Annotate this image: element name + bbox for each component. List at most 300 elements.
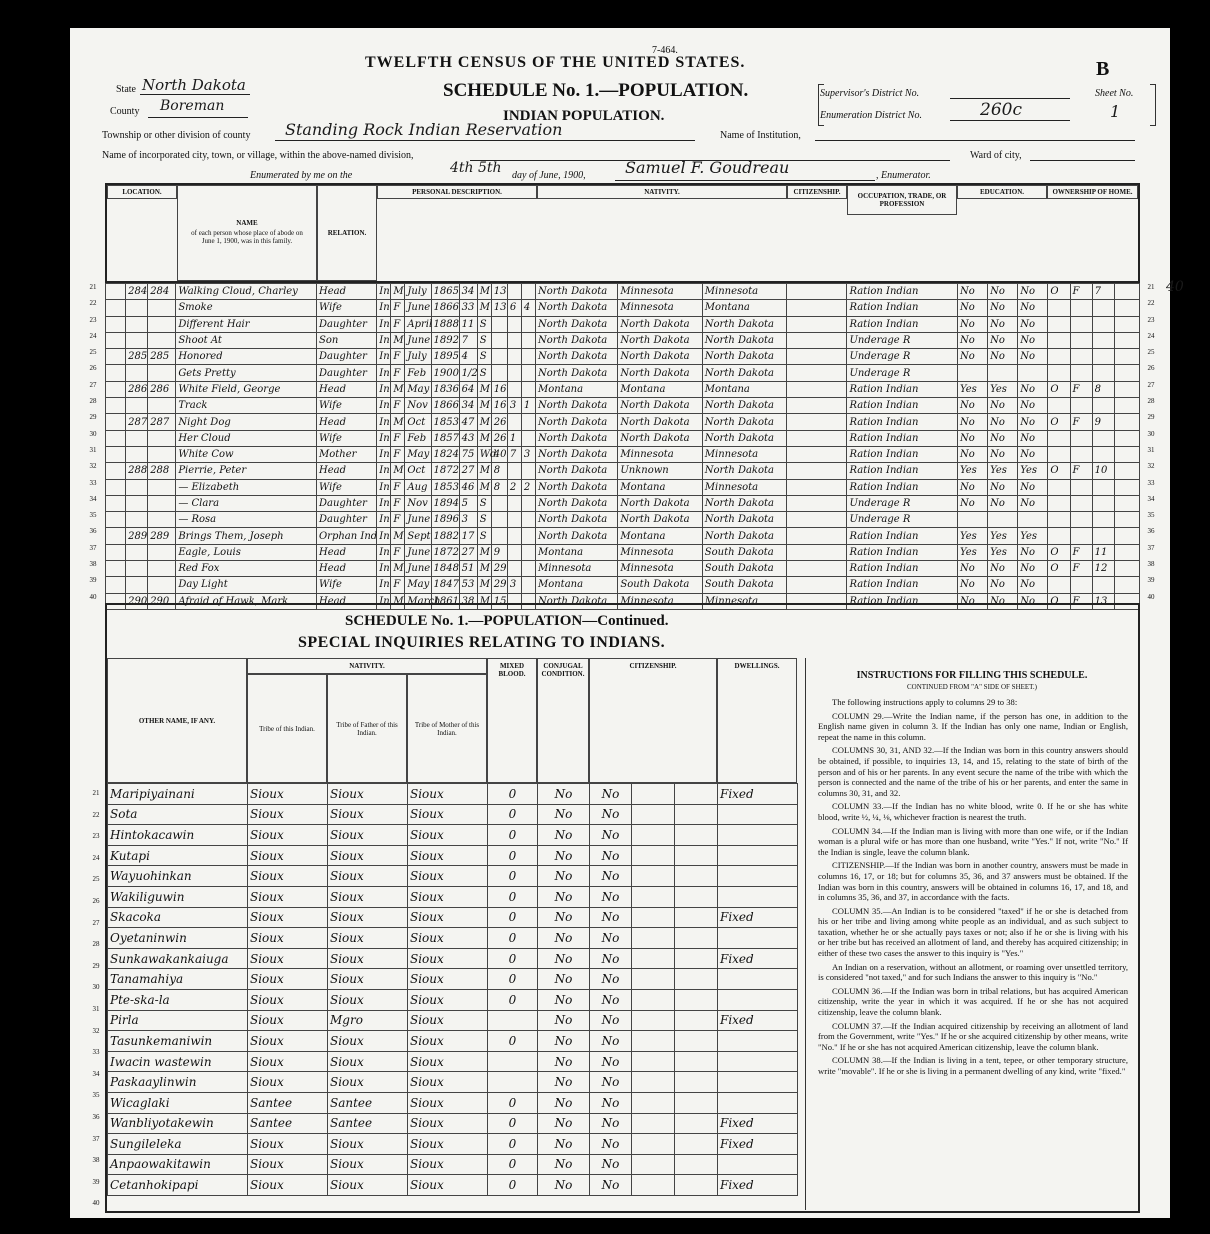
cell-mot xyxy=(507,349,521,365)
cell-rel: Daughter xyxy=(316,495,376,511)
cell-name: — Rosa xyxy=(176,512,317,528)
cell-age: 34 xyxy=(459,284,477,300)
cell-pob: North Dakota xyxy=(535,300,617,316)
cell-age: 27 xyxy=(459,463,477,479)
cell-tx: No xyxy=(590,969,632,990)
cell-pob: North Dakota xyxy=(535,479,617,495)
cell-name: Eagle, Louis xyxy=(176,544,317,560)
cell-pobm: Minnesota xyxy=(702,593,786,609)
cell-dwell xyxy=(126,479,148,495)
cell-year: 1866 xyxy=(431,300,459,316)
cell-mot: 2 xyxy=(507,479,521,495)
cell-mb: 0 xyxy=(488,845,538,866)
cell-rel: Wife xyxy=(316,577,376,593)
row-number: 25 xyxy=(1147,348,1155,357)
row-number: 30 xyxy=(92,983,100,992)
cell-t: Sioux xyxy=(248,1010,328,1031)
cell-occ: Ration Indian xyxy=(847,446,958,462)
cell-dw xyxy=(718,845,798,866)
cell-mot xyxy=(507,365,521,381)
cell-own xyxy=(1048,349,1070,365)
hdr-tribe-father: Tribe of Father of this Indian. xyxy=(327,674,407,783)
cell-mot xyxy=(507,316,521,332)
cell-name: White Cow xyxy=(176,446,317,462)
cell-tx: No xyxy=(590,989,632,1010)
cell-race: In xyxy=(377,561,391,577)
cell-pob: North Dakota xyxy=(535,430,617,446)
cell-month: Feb xyxy=(405,430,431,446)
cell-pobm: Minnesota xyxy=(702,446,786,462)
cell-race: In xyxy=(377,479,391,495)
cell-month: Nov xyxy=(405,495,431,511)
cell-t: Sioux xyxy=(248,907,328,928)
cell-rd: No xyxy=(957,300,987,316)
cell-ms: S xyxy=(477,332,491,348)
cell-cc: No xyxy=(538,948,590,969)
cell-yrs: 16 xyxy=(491,398,507,414)
cell-occ: Ration Indian xyxy=(847,593,958,609)
cell-other: Kutapi xyxy=(108,845,248,866)
row-number: 38 xyxy=(1147,560,1155,569)
cell-mb: 0 xyxy=(488,1134,538,1155)
cell-liv: 3 xyxy=(521,446,535,462)
cell-pobf: North Dakota xyxy=(618,430,702,446)
cell-rd: Yes xyxy=(957,528,987,544)
hdr-conjugal: CONJUGAL CONDITION. xyxy=(537,658,589,783)
cell-pob: North Dakota xyxy=(535,398,617,414)
cell-year: 1824 xyxy=(431,446,459,462)
cell-pobm: Montana xyxy=(702,381,786,397)
cell-pobm: North Dakota xyxy=(702,414,786,430)
lower-row xyxy=(108,948,798,969)
lower-title-1: SCHEDULE No. 1.—POPULATION—Continued. xyxy=(345,613,669,629)
cell-pobf: Minnesota xyxy=(618,593,702,609)
upper-row xyxy=(106,544,1140,560)
cell-age: 1/2 xyxy=(459,365,477,381)
cell-fm xyxy=(1070,316,1092,332)
cell-mb: 0 xyxy=(488,1113,538,1134)
upper-row xyxy=(106,365,1140,381)
cell-occ: Ration Indian xyxy=(847,544,958,560)
cell-en: No xyxy=(1018,479,1048,495)
cell-pob: North Dakota xyxy=(535,316,617,332)
row-number: 23 xyxy=(89,315,97,324)
cell-fm: F xyxy=(1070,561,1092,577)
upper-row xyxy=(106,430,1140,446)
cell-race: In xyxy=(377,593,391,609)
cell-dw xyxy=(718,1072,798,1093)
cell-f: 12 xyxy=(1092,561,1114,577)
cell-f xyxy=(1092,349,1114,365)
census-sheet xyxy=(70,28,1184,1218)
cell-race: In xyxy=(377,446,391,462)
cell-liv xyxy=(521,332,535,348)
cell-month: Aug xyxy=(405,479,431,495)
cell-f xyxy=(1092,300,1114,316)
cell-rd: Yes xyxy=(957,544,987,560)
cell-month: June xyxy=(405,300,431,316)
cell-fam xyxy=(148,512,176,528)
row-number: 28 xyxy=(89,397,97,406)
cell-f xyxy=(1092,528,1114,544)
main-title: TWELFTH CENSUS OF THE UNITED STATES. xyxy=(365,54,746,71)
cell-dw xyxy=(718,928,798,949)
cell-mb: 0 xyxy=(488,886,538,907)
cell-yrs: 40 xyxy=(491,446,507,462)
cell-occ: Ration Indian xyxy=(847,284,958,300)
cell-liv xyxy=(521,381,535,397)
row-number: 31 xyxy=(92,1004,100,1013)
cell-month: Oct xyxy=(405,463,431,479)
cell-tf: Sioux xyxy=(328,866,408,887)
cell-occ: Ration Indian xyxy=(847,479,958,495)
cell-mb: 0 xyxy=(488,1154,538,1175)
cell-tm: Sioux xyxy=(408,1134,488,1155)
cell-tm: Sioux xyxy=(408,1154,488,1175)
cell-race: In xyxy=(377,300,391,316)
cell-other: Tasunkemaniwin xyxy=(108,1031,248,1052)
cell-pobm: North Dakota xyxy=(702,332,786,348)
row-number: 34 xyxy=(89,494,97,503)
cell-tx: No xyxy=(590,784,632,805)
cell-age: 64 xyxy=(459,381,477,397)
cell-age: 3 xyxy=(459,512,477,528)
cell-yrs: 29 xyxy=(491,561,507,577)
cell-t: Sioux xyxy=(248,1175,328,1196)
cell-pobm: Montana xyxy=(702,300,786,316)
cell-tm: Sioux xyxy=(408,1113,488,1134)
cell-race: In xyxy=(377,349,391,365)
row-number: 28 xyxy=(92,940,100,949)
cell-pobm: North Dakota xyxy=(702,316,786,332)
cell-liv xyxy=(521,577,535,593)
row-number: 25 xyxy=(92,875,100,884)
cell-dwell xyxy=(126,398,148,414)
row-number: 25 xyxy=(89,348,97,357)
cell-occ: Ration Indian xyxy=(847,398,958,414)
cell-pob: North Dakota xyxy=(535,349,617,365)
cell-pobm: North Dakota xyxy=(702,365,786,381)
cell-mb: 0 xyxy=(488,907,538,928)
cell-other: Maripiyainani xyxy=(108,784,248,805)
cell-fm xyxy=(1070,349,1092,365)
cell-sex: M xyxy=(391,561,405,577)
cell-sex: F xyxy=(391,479,405,495)
cell-name: Night Dog xyxy=(176,414,317,430)
cell-mb: 0 xyxy=(488,784,538,805)
cell-ms: M xyxy=(477,398,491,414)
lower-row xyxy=(108,804,798,825)
cell-dwell: 290 xyxy=(126,593,148,609)
cell-sex: M xyxy=(391,381,405,397)
enumerator-label: , Enumerator. xyxy=(876,170,931,181)
cell-pobm: North Dakota xyxy=(702,463,786,479)
cell-rd: No xyxy=(957,332,987,348)
cell-tx: No xyxy=(590,804,632,825)
lower-row xyxy=(108,1092,798,1113)
cell-t: Sioux xyxy=(248,1072,328,1093)
cell-wr: Yes xyxy=(988,381,1018,397)
cell-occ: Ration Indian xyxy=(847,430,958,446)
cell-own: O xyxy=(1048,284,1070,300)
instruction-paragraph: COLUMN 35.—An Indian is to be considered "taxed" if he or she is detached from his or her tribe and living among white people as an individual, and as such subject to taxation, whether he or she actually pays taxes or not; also if he or she is living with his or her tribe but has received an allotment of land, and thereby has acquired citizenship; in either of these two cases the answer to this inquiry is "Yes." xyxy=(818,905,1128,959)
cell-month: May xyxy=(405,577,431,593)
cell-name: Brings Them, Joseph xyxy=(176,528,317,544)
cell-age: 7 xyxy=(459,332,477,348)
institution-label: Name of Institution, xyxy=(720,130,801,141)
row-number: 22 xyxy=(92,810,100,819)
cell-month: Feb xyxy=(405,365,431,381)
cell-occ: Underage R xyxy=(847,365,958,381)
cell-fam xyxy=(148,365,176,381)
lower-row xyxy=(108,1072,798,1093)
upper-row xyxy=(106,332,1140,348)
side-note: 40 xyxy=(1166,279,1184,295)
cell-own: O xyxy=(1048,414,1070,430)
cell-fam xyxy=(148,544,176,560)
cell-cc: No xyxy=(538,1175,590,1196)
cell-t: Santee xyxy=(248,1092,328,1113)
cell-month: June xyxy=(405,561,431,577)
hdr-other-name: OTHER NAME, IF ANY. xyxy=(107,658,247,783)
state-label: State xyxy=(116,84,136,95)
cell-occ: Ration Indian xyxy=(847,381,958,397)
cell-year: 1847 xyxy=(431,577,459,593)
cell-own xyxy=(1048,495,1070,511)
cell-rel: Daughter xyxy=(316,512,376,528)
cell-wr xyxy=(988,512,1018,528)
cell-rd: No xyxy=(957,446,987,462)
cell-fm xyxy=(1070,430,1092,446)
cell-yrs: 8 xyxy=(491,479,507,495)
cell-tx: No xyxy=(590,948,632,969)
enumeration-value: 260c xyxy=(980,100,1022,120)
cell-fm: F xyxy=(1070,593,1092,609)
ward-label: Ward of city, xyxy=(970,150,1022,161)
cell-sex: F xyxy=(391,495,405,511)
cell-own: O xyxy=(1048,544,1070,560)
cell-rd: No xyxy=(957,479,987,495)
cell-dwell xyxy=(126,332,148,348)
cell-liv xyxy=(521,512,535,528)
cell-fam xyxy=(148,577,176,593)
sheet-label: Sheet No. xyxy=(1095,88,1134,99)
cell-fam xyxy=(148,495,176,511)
cell-liv xyxy=(521,414,535,430)
cell-pobf: Montana xyxy=(618,528,702,544)
cell-sex: M xyxy=(391,284,405,300)
cell-rel: Head xyxy=(316,381,376,397)
cell-race: In xyxy=(377,365,391,381)
row-number: 27 xyxy=(1147,380,1155,389)
hdr-lower-citizenship: CITIZENSHIP. xyxy=(589,658,717,783)
cell-tm: Sioux xyxy=(408,1010,488,1031)
cell-liv xyxy=(521,544,535,560)
row-number: 37 xyxy=(89,543,97,552)
upper-row-numbers xyxy=(84,283,102,609)
cell-tx: No xyxy=(590,1113,632,1134)
instructions-panel xyxy=(805,658,1138,1210)
upper-row xyxy=(106,381,1140,397)
row-number: 21 xyxy=(92,789,100,797)
cell-en: No xyxy=(1018,300,1048,316)
cell-fam xyxy=(148,446,176,462)
cell-own xyxy=(1048,577,1070,593)
cell-other: Wakiliguwin xyxy=(108,886,248,907)
cell-ms: S xyxy=(477,316,491,332)
cell-tf: Sioux xyxy=(328,1051,408,1072)
cell-tx: No xyxy=(590,1092,632,1113)
cell-year: 1892 xyxy=(431,332,459,348)
cell-yrs: 26 xyxy=(491,414,507,430)
cell-t: Sioux xyxy=(248,784,328,805)
cell-cc: No xyxy=(538,969,590,990)
cell-rel: Mother xyxy=(316,446,376,462)
cell-fam: 290 xyxy=(148,593,176,609)
cell-year: 1853 xyxy=(431,479,459,495)
cell-t: Sioux xyxy=(248,948,328,969)
cell-age: 43 xyxy=(459,430,477,446)
cell-dw: Fixed xyxy=(718,1113,798,1134)
cell-f: 9 xyxy=(1092,414,1114,430)
cell-tx: No xyxy=(590,1175,632,1196)
cell-pob: North Dakota xyxy=(535,593,617,609)
cell-tm: Sioux xyxy=(408,1031,488,1052)
cell-rel: Head xyxy=(316,284,376,300)
cell-other: Paskaaylinwin xyxy=(108,1072,248,1093)
cell-month: May xyxy=(405,446,431,462)
cell-pobf: Montana xyxy=(618,479,702,495)
cell-liv xyxy=(521,528,535,544)
cell-liv xyxy=(521,349,535,365)
hdr-education: EDUCATION. xyxy=(957,185,1047,199)
cell-pobm: South Dakota xyxy=(702,544,786,560)
cell-wr: No xyxy=(988,593,1018,609)
cell-year: 1895 xyxy=(431,349,459,365)
cell-rel: Daughter xyxy=(316,316,376,332)
cell-dw: Fixed xyxy=(718,948,798,969)
cell-fam xyxy=(148,430,176,446)
cell-own xyxy=(1048,446,1070,462)
cell-dwell xyxy=(126,577,148,593)
cell-dwell xyxy=(126,300,148,316)
sheet-value: 1 xyxy=(1110,102,1121,121)
cell-tf: Sioux xyxy=(328,948,408,969)
cell-mot xyxy=(507,284,521,300)
cell-pobf: Minnesota xyxy=(618,561,702,577)
cell-tm: Sioux xyxy=(408,825,488,846)
cell-age: 4 xyxy=(459,349,477,365)
cell-dw: Fixed xyxy=(718,907,798,928)
row-number: 36 xyxy=(1147,527,1155,536)
cell-tx: No xyxy=(590,1134,632,1155)
cell-en xyxy=(1018,365,1048,381)
cell-year: 1853 xyxy=(431,414,459,430)
cell-en: No xyxy=(1018,430,1048,446)
cell-rd xyxy=(957,365,987,381)
cell-tf: Sioux xyxy=(328,1175,408,1196)
instructions-body xyxy=(806,691,1138,1077)
cell-fm xyxy=(1070,398,1092,414)
cell-pobm: North Dakota xyxy=(702,349,786,365)
lower-row xyxy=(108,1031,798,1052)
cell-en: No xyxy=(1018,316,1048,332)
cell-tf: Sioux xyxy=(328,907,408,928)
cell-mot xyxy=(507,544,521,560)
cell-mot xyxy=(507,561,521,577)
cell-rel: Wife xyxy=(316,300,376,316)
cell-sex: M xyxy=(391,463,405,479)
cell-f xyxy=(1092,430,1114,446)
cell-name: Pierrie, Peter xyxy=(176,463,317,479)
cell-f xyxy=(1092,495,1114,511)
cell-dw xyxy=(718,886,798,907)
cell-rd xyxy=(957,512,987,528)
cell-rd: No xyxy=(957,577,987,593)
cell-en: No xyxy=(1018,284,1048,300)
cell-rel: Head xyxy=(316,463,376,479)
cell-month: Nov xyxy=(405,398,431,414)
cell-rel: Daughter xyxy=(316,349,376,365)
cell-t: Sioux xyxy=(248,1031,328,1052)
cell-pobf: Montana xyxy=(618,381,702,397)
cell-cc: No xyxy=(538,886,590,907)
cell-mot xyxy=(507,528,521,544)
cell-month: July xyxy=(405,349,431,365)
cell-year: 1900 xyxy=(431,365,459,381)
cell-dwell: 284 xyxy=(126,284,148,300)
cell-yrs: 8 xyxy=(491,463,507,479)
cell-pobf: South Dakota xyxy=(618,577,702,593)
township-value: Standing Rock Indian Reservation xyxy=(285,120,563,139)
cell-mot xyxy=(507,414,521,430)
cell-pob: Minnesota xyxy=(535,561,617,577)
cell-dw xyxy=(718,1051,798,1072)
cell-wr: No xyxy=(988,577,1018,593)
cell-tm: Sioux xyxy=(408,886,488,907)
cell-ms: S xyxy=(477,349,491,365)
cell-fm xyxy=(1070,365,1092,381)
cell-rd: Yes xyxy=(957,381,987,397)
cell-tx: No xyxy=(590,907,632,928)
cell-dwell xyxy=(126,561,148,577)
cell-other: Iwacin wastewin xyxy=(108,1051,248,1072)
upper-row xyxy=(106,349,1140,365)
hdr-relation: RELATION. xyxy=(317,185,377,281)
cell-rd: No xyxy=(957,284,987,300)
cell-race: In xyxy=(377,316,391,332)
cell-own: O xyxy=(1048,381,1070,397)
cell-tf: Santee xyxy=(328,1092,408,1113)
cell-liv xyxy=(521,365,535,381)
row-number: 32 xyxy=(1147,462,1155,471)
cell-rel: Head xyxy=(316,561,376,577)
cell-ms: M xyxy=(477,463,491,479)
row-number: 35 xyxy=(89,511,97,520)
row-number: 37 xyxy=(92,1134,100,1143)
cell-ms: Wd xyxy=(477,446,491,462)
cell-mot: 6 xyxy=(507,300,521,316)
cell-ms: S xyxy=(477,512,491,528)
cell-name: Shoot At xyxy=(176,332,317,348)
cell-liv xyxy=(521,430,535,446)
row-number: 39 xyxy=(92,1177,100,1186)
cell-rd: No xyxy=(957,561,987,577)
cell-tm: Sioux xyxy=(408,969,488,990)
hdr-name-sub: of each person whose place of abode on June 1, 1900, was in this family. xyxy=(191,229,303,245)
cell-pobf: North Dakota xyxy=(618,512,702,528)
cell-own xyxy=(1048,300,1070,316)
